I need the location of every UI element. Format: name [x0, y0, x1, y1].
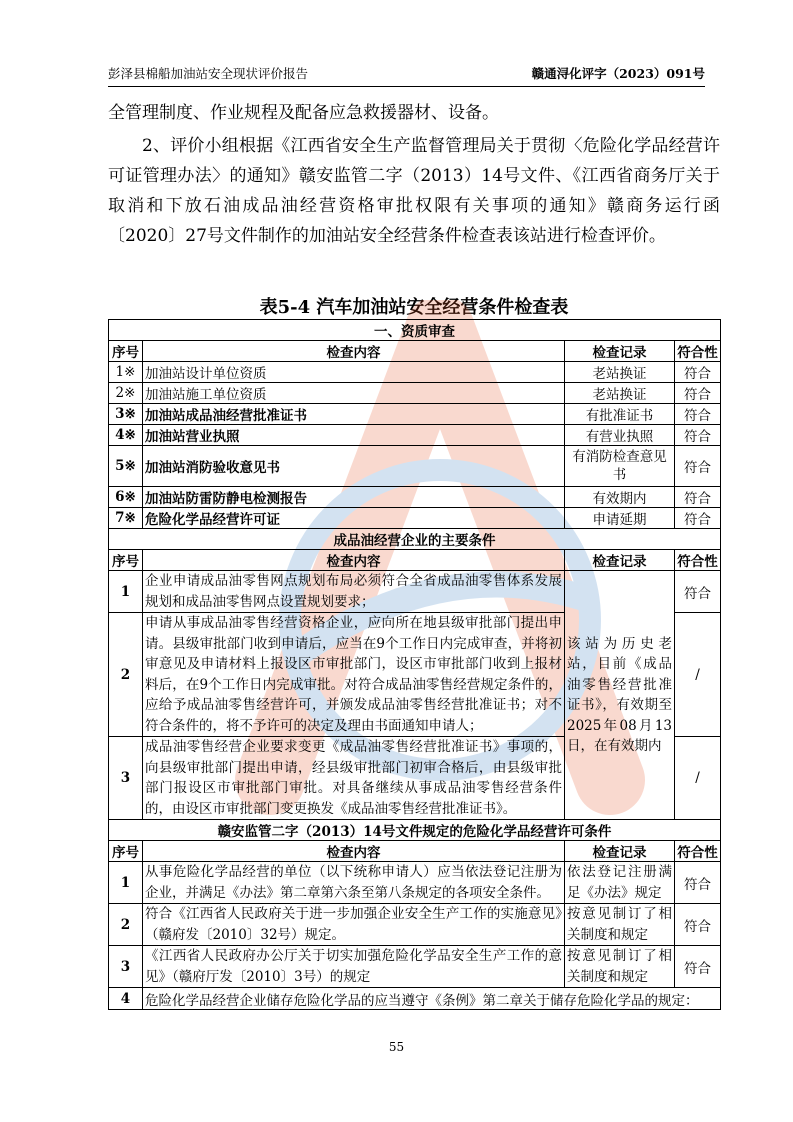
row-no: 7※: [109, 508, 143, 529]
col-header-content: 检查内容: [143, 341, 565, 362]
table-row: [109, 946, 721, 988]
col-header-no: 序号: [109, 841, 143, 862]
col-header-no: 序号: [109, 341, 143, 362]
row-no: 4: [109, 988, 143, 1010]
row-conform: 符合: [675, 904, 721, 946]
row-no: 5※: [109, 446, 143, 487]
row-content: 加油站消防验收意见书: [143, 446, 565, 487]
table-row: [109, 446, 721, 487]
row-no: 1: [109, 571, 143, 613]
row-no: 2: [109, 613, 143, 737]
row-conform: 符合: [675, 862, 721, 904]
row-conform: 符合: [675, 946, 721, 988]
table-header-row: [109, 550, 721, 571]
row-no: 3: [109, 946, 143, 988]
row-content: 企业申请成品油零售网点规划布局必须符合全省成品油零售体系发展规划和成品油零售网点设置规划要求；: [143, 571, 565, 613]
section-title-license-conditions: 赣安监管二字（2013）14号文件规定的危险化学品经营许可条件: [109, 820, 721, 841]
row-content: 符合《江西省人民政府关于进一步加强企业安全生产工作的实施意见》（赣府发〔2010〕32号）规定。: [143, 904, 565, 946]
row-content: 申请从事成品油零售经营资格企业，应向所在地县级审批部门提出申请。县级审批部门收到申请后，应当在9个工作日内完成审查，并将初审意见及申请材料上报设区市审批部门，设区市审批部门收到上报材料后，在9个工作日内完成审批。对符合成品油零售经营规定条件的，应给予成品油零售经营许可，并颁发成品油零售经营批准证书；对不符合条件的，将不予许可的决定及理由书面通知申请人；: [143, 613, 565, 737]
row-conform: 符合: [675, 383, 721, 404]
row-no: 1: [109, 862, 143, 904]
table-row: [109, 362, 721, 383]
row-content: 加油站设计单位资质: [143, 362, 565, 383]
table-row: [109, 487, 721, 508]
page-number: 55: [388, 1040, 405, 1054]
table-row: [109, 988, 721, 1010]
col-header-record: 检查记录: [565, 550, 675, 571]
row-record: 有消防检查意见书: [565, 446, 675, 487]
row-content: 加油站施工单位资质: [143, 383, 565, 404]
col-header-no: 序号: [109, 550, 143, 571]
table-row: [109, 425, 721, 446]
row-record: 有营业执照: [565, 425, 675, 446]
col-header-conform: 符合性: [675, 841, 721, 862]
header-report-title: 彭泽县棉船加油站安全现状评价报告: [108, 66, 309, 81]
table-row: [109, 904, 721, 946]
row-conform: /: [675, 737, 721, 820]
row-conform: 符合: [675, 362, 721, 383]
row-no: 2※: [109, 383, 143, 404]
row-no: 1※: [109, 362, 143, 383]
row-conform: /: [675, 613, 721, 737]
col-header-conform: 符合性: [675, 341, 721, 362]
header-document-code: 赣通浔化评字（2023）091号: [531, 66, 705, 81]
row-content: 危险化学品经营许可证: [143, 508, 565, 529]
col-header-conform: 符合性: [675, 550, 721, 571]
row-no: 3※: [109, 404, 143, 425]
row-conform: 符合: [675, 487, 721, 508]
row-content: 加油站成品油经营批准证书: [143, 404, 565, 425]
col-header-content: 检查内容: [143, 550, 565, 571]
row-conform: 符合: [675, 404, 721, 425]
table-row: [109, 571, 721, 613]
row-content: 加油站防雷防静电检测报告: [143, 487, 565, 508]
row-record: 按意见制订了相关制度和规定: [565, 946, 675, 988]
table-row: [109, 862, 721, 904]
table-title: 表5-4 汽车加油站安全经营条件检查表: [259, 297, 569, 318]
row-record: 申请延期: [565, 508, 675, 529]
row-conform: 符合: [675, 508, 721, 529]
row-content: 危险化学品经营企业储存危险化学品的应当遵守《条例》第二章关于储存危险化学品的规定：: [143, 988, 721, 1010]
row-record: 有批准证书: [565, 404, 675, 425]
row-content: 加油站营业执照: [143, 425, 565, 446]
section-title-qualification: 一、资质审查: [109, 320, 721, 341]
row-record: 依法登记注册满足《办法》规定: [565, 862, 675, 904]
section-title-oil-conditions: 成品油经营企业的主要条件: [109, 529, 721, 550]
row-no: 3: [109, 737, 143, 820]
row-conform: 符合: [675, 571, 721, 613]
paragraph-1: 全管理制度、作业规程及配备应急救援器材、设备。: [108, 103, 499, 123]
row-record: 按意见制订了相关制度和规定: [565, 904, 675, 946]
table-header-row: [109, 841, 721, 862]
col-header-record: 检查记录: [565, 341, 675, 362]
row-content: 《江西省人民政府办公厅关于切实加强危险化学品安全生产工作的意见》（赣府厅发〔2010〕3号）的规定: [143, 946, 565, 988]
row-content: 从事危险化学品经营的单位（以下统称申请人）应当依法登记注册为企业，并满足《办法》第二章第六条至第八条规定的各项安全条件。: [143, 862, 565, 904]
row-conform: 符合: [675, 425, 721, 446]
col-header-content: 检查内容: [143, 841, 565, 862]
safety-check-table: [108, 319, 721, 1010]
row-content: 成品油零售经营企业要求变更《成品油零售经营批准证书》事项的，向县级审批部门提出申请，经县级审批部门初审合格后，由县级审批部门报设区市审批部门审批。对具备继续从事成品油零售经营条件的，由设区市审批部门变更换发《成品油零售经营批准证书》。: [143, 737, 565, 820]
table-header-row: [109, 341, 721, 362]
row-record: 老站换证: [565, 383, 675, 404]
paragraph-2: 2、评价小组根据《江西省安全生产监督管理局关于贯彻〈危险化学品经营许可证管理办法〉的通知》赣安监管二字（2013）14号文件、《江西省商务厅关于取消和下放石油成品油经营资格审批权限有关事项的通知》赣商务运行函〔2020〕27号文件制作的加油站安全经营条件检查表该站进行检查评价。: [108, 136, 720, 246]
table-row: [109, 404, 721, 425]
row-conform: 符合: [675, 446, 721, 487]
row-no: 2: [109, 904, 143, 946]
row-no: 4※: [109, 425, 143, 446]
row-record: 有效期内: [565, 487, 675, 508]
table-row: [109, 508, 721, 529]
row-record: 老站换证: [565, 362, 675, 383]
table-row: [109, 383, 721, 404]
col-header-record: 检查记录: [565, 841, 675, 862]
page-header: [108, 60, 705, 87]
merged-record: 该站为历史老站，目前《成品油零售经营批准证书》，有效期至2025年08月13日，在有效期内: [565, 571, 675, 820]
row-no: 6※: [109, 487, 143, 508]
